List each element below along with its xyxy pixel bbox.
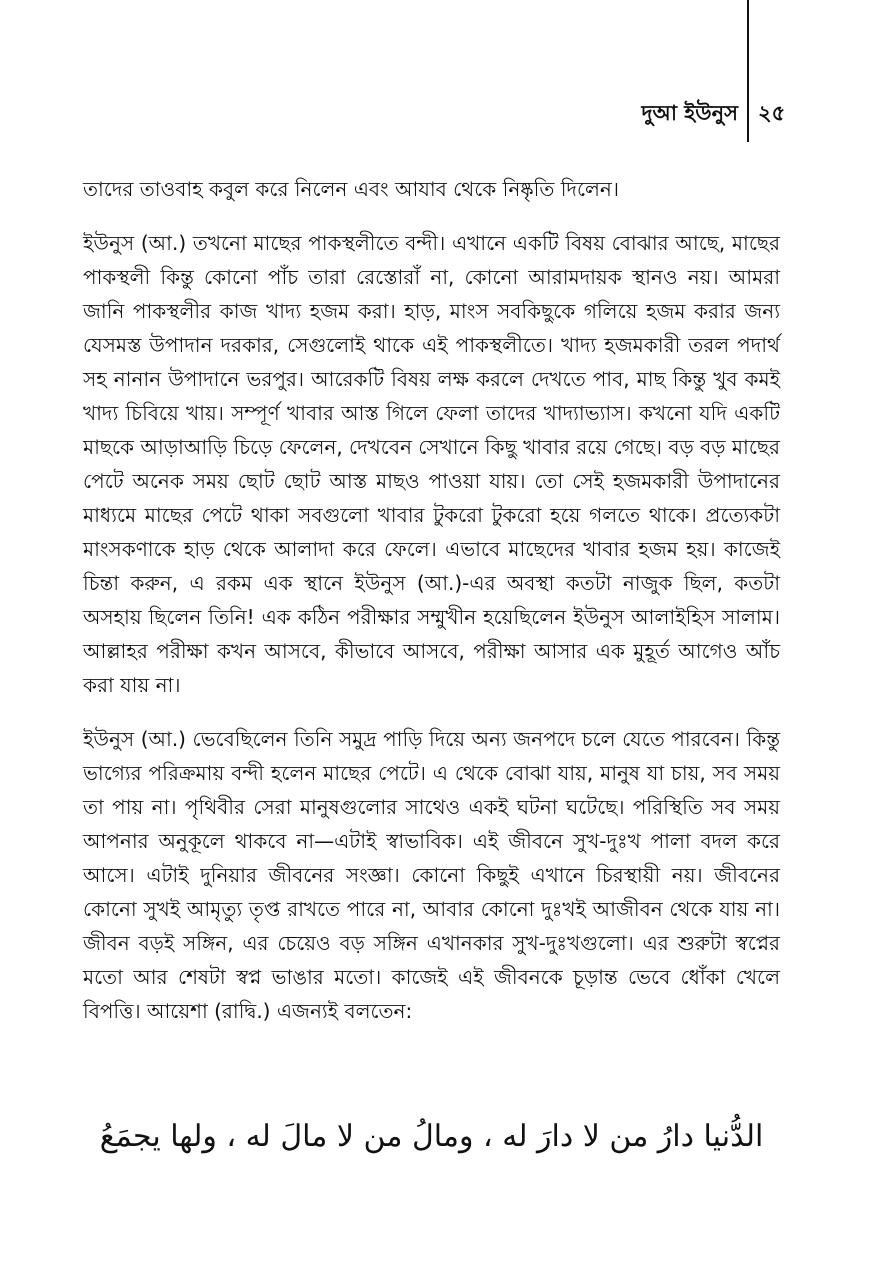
body-text — [83, 172, 780, 1028]
running-title: দুআ ইউনুস — [641, 101, 738, 125]
paragraph-3: ইউনুস (আ.) ভেবেছিলেন তিনি সমুদ্র পাড়ি দিয়ে অন্য জনপদে চলে যেতে পারবেন। কিন্তু ভাগ্যের পরিক্রমায় বন্দী হলেন মাছের পেটে। এ থেকে বোঝা যায়, মানুষ যা চায়, সব সময় তা পায় না। পৃথিবীর সেরা মানুষগুলোর সাথেও একই ঘটনা ঘটেছে। পরিস্থিতি সব সময় আপনার অনুকূলে থাকবে না—এটাই স্বাভাবিক। এই জীবনে সুখ-দুঃখ পালা বদল করে আসে। এটাই দুনিয়ার জীবনের সংজ্ঞা। কোনো কিছুই এখানে চিরস্থায়ী নয়। জীবনের কোনো সুখই আমৃত্যু তৃপ্ত রাখতে পারে না, আবার কোনো দুঃখই আজীবন থেকে যায় না। জীবন বড়ই সঙ্গিন, এর চেয়েও বড় সঙ্গিন এখানকার সুখ-দুঃখগুলো। এর শুরুটা স্বপ্নের মতো আর শেষটা স্বপ্ন ভাঙার মতো। কাজেই এই জীবনকে চূড়ান্ত ভেবে ধোঁকা খেলে বিপত্তি। আয়েশা (রাদ্বি.) এজন্যই বলতেন: — [83, 727, 780, 1023]
paragraph-2: ইউনুস (আ.) তখনো মাছের পাকস্থলীতে বন্দী। এখানে একটি বিষয় বোঝার আছে, মাছের পাকস্থলী কিন্তু কোনো পাঁচ তারা রেস্তোরাঁ না, কোনো আরামদায়ক স্থানও নয়। আমরা জানি পাকস্থলীর কাজ খাদ্য হজম করা। হাড়, মাংস সবকিছুকে গলিয়ে হজম করার জন্য যেসমস্ত উপাদান দরকার, সেগুলোই থাকে এই পাকস্থলীতে। খাদ্য হজমকারী তরল পদার্থ সহ নানান উপাদানে ভরপুর। আরেকটি বিষয় লক্ষ করলে দেখতে পাব, মাছ কিন্তু খুব কমই খাদ্য চিবিয়ে খায়। সম্পূর্ণ খাবার আস্ত গিলে ফেলা তাদের খাদ্যাভ্যাস। কখনো যদি একটি মাছকে আড়াআড়ি চিড়ে ফেলেন, দেখবেন সেখানে কিছু খাবার রয়ে গেছে। বড় বড় মাছের পেটে অনেক সময় ছোট ছোট আস্ত মাছও পাওয়া যায়। তো সেই হজমকারী উপাদানের মাধ্যমে মাছের পেটে থাকা সবগুলো খাবার টুকরো টুকরো হয়ে গলতে থাকে। প্রত্যেকটা মাংসকণাকে হাড় থেকে আলাদা করে ফেলে। এভাবে মাছেদের খাবার হজম হয়। কাজেই চিন্তা করুন, এ রকম এক স্থানে ইউনুস (আ.)-এর অবস্থা কতটা নাজুক ছিল, কতটা অসহায় ছিলেন তিনি! এক কঠিন পরীক্ষার সম্মুখীন হয়েছিলেন ইউনুস আলাইহিস সালাম। আল্লাহর পরীক্ষা কখন আসবে, কীভাবে আসবে, পরীক্ষা আসার এক মুহূর্ত আগেও আঁচ করা যায় না। — [83, 231, 780, 697]
arabic-quote: الدُّنيا دارُ من لا دارَ له ، ومالُ من لا مالَ له ، ولها يجمَعُ — [99, 1119, 764, 1154]
page-number: ২৫ — [758, 101, 786, 125]
header-divider-line — [747, 0, 749, 142]
paragraph-1: তাদের তাওবাহ কবুল করে নিলেন এবং আযাব থেকে নিষ্কৃতি দিলেন। — [83, 177, 619, 201]
